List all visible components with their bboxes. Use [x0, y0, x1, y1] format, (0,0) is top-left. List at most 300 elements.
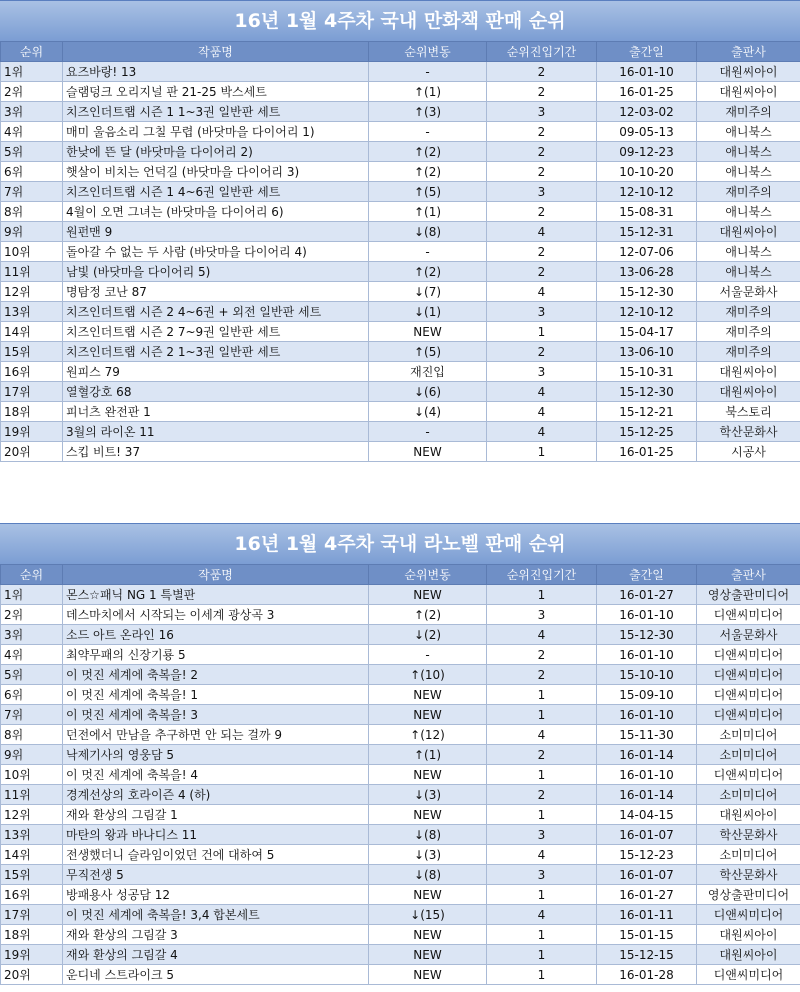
manga-table-body: [1, 62, 800, 462]
title-cell: 치즈인더트랩 시즌 1 4~6권 일반판 세트: [63, 182, 369, 202]
release-date-cell: 09-05-13: [597, 122, 697, 142]
publisher-cell: 북스토리: [697, 402, 800, 422]
weeks-cell: 3: [487, 182, 597, 202]
release-date-cell: 16-01-27: [597, 585, 697, 605]
title-cell: 요즈바랑! 13: [63, 62, 369, 82]
release-date-cell: 13-06-28: [597, 262, 697, 282]
rank-cell: 10위: [1, 242, 63, 262]
rank-cell: 16위: [1, 362, 63, 382]
lightnovel-table-body: [1, 585, 800, 985]
release-date-cell: 16-01-14: [597, 785, 697, 805]
title-cell: 4월이 오면 그녀는 (바닷마을 다이어리 6): [63, 202, 369, 222]
rank-change-cell: -: [369, 645, 487, 665]
rank-cell: 5위: [1, 665, 63, 685]
publisher-cell: 영상출판미디어: [697, 585, 800, 605]
weeks-cell: 2: [487, 142, 597, 162]
weeks-cell: 3: [487, 302, 597, 322]
release-date-cell: 16-01-10: [597, 605, 697, 625]
rank-change-cell: NEW: [369, 585, 487, 605]
rank-change-cell: ↓(6): [369, 382, 487, 402]
publisher-cell: 재미주의: [697, 182, 800, 202]
release-date-cell: 10-10-20: [597, 162, 697, 182]
release-date-cell: 16-01-10: [597, 705, 697, 725]
weeks-cell: 4: [487, 282, 597, 302]
table-row: [1, 302, 800, 322]
lightnovel-table-header: [1, 565, 800, 585]
table-row: [1, 382, 800, 402]
rank-cell: 4위: [1, 645, 63, 665]
title-cell: 슬램덩크 오리지널 판 21-25 박스세트: [63, 82, 369, 102]
rank-cell: 12위: [1, 805, 63, 825]
table-row: [1, 282, 800, 302]
table-row: [1, 885, 800, 905]
publisher-cell: 디앤씨미디어: [697, 665, 800, 685]
title-cell: 3월의 라이온 11: [63, 422, 369, 442]
title-cell: 이 멋진 세계에 축복을! 1: [63, 685, 369, 705]
title-cell: 전생했더니 슬라임이었던 건에 대하여 5: [63, 845, 369, 865]
weeks-cell: 2: [487, 342, 597, 362]
rank-cell: 13위: [1, 302, 63, 322]
manga-ranking-section: [0, 0, 800, 462]
rank-cell: 17위: [1, 905, 63, 925]
release-date-cell: 15-08-31: [597, 202, 697, 222]
weeks-cell: 1: [487, 442, 597, 462]
rank-cell: 9위: [1, 222, 63, 242]
rank-cell: 11위: [1, 262, 63, 282]
rank-cell: 4위: [1, 122, 63, 142]
weeks-cell: 2: [487, 242, 597, 262]
table-row: [1, 865, 800, 885]
title-cell: 운디네 스트라이크 5: [63, 965, 369, 985]
publisher-cell: 디앤씨미디어: [697, 705, 800, 725]
publisher-cell: 학산문화사: [697, 825, 800, 845]
release-date-cell: 16-01-25: [597, 442, 697, 462]
header-rank-change: 순위변동: [369, 42, 487, 62]
weeks-cell: 2: [487, 645, 597, 665]
publisher-cell: 애니북스: [697, 122, 800, 142]
rank-cell: 16위: [1, 885, 63, 905]
table-row: [1, 625, 800, 645]
table-row: [1, 785, 800, 805]
weeks-cell: 4: [487, 725, 597, 745]
release-date-cell: 12-03-02: [597, 102, 697, 122]
rank-change-cell: ↑(3): [369, 102, 487, 122]
title-cell: 이 멋진 세계에 축복을! 2: [63, 665, 369, 685]
title-cell: 최약무패의 신장기룡 5: [63, 645, 369, 665]
publisher-cell: 재미주의: [697, 342, 800, 362]
weeks-cell: 2: [487, 162, 597, 182]
lightnovel-ranking-table: [0, 564, 800, 985]
table-row: [1, 262, 800, 282]
publisher-cell: 대원씨아이: [697, 82, 800, 102]
rank-cell: 3위: [1, 625, 63, 645]
title-cell: 소드 아트 온라인 16: [63, 625, 369, 645]
rank-change-cell: ↓(3): [369, 845, 487, 865]
publisher-cell: 디앤씨미디어: [697, 645, 800, 665]
weeks-cell: 4: [487, 422, 597, 442]
title-cell: 재와 환상의 그림갈 3: [63, 925, 369, 945]
rank-change-cell: ↓(7): [369, 282, 487, 302]
title-cell: 스킵 비트! 37: [63, 442, 369, 462]
weeks-cell: 1: [487, 585, 597, 605]
table-row: [1, 62, 800, 82]
table-row: [1, 705, 800, 725]
release-date-cell: 12-10-12: [597, 302, 697, 322]
weeks-cell: 1: [487, 685, 597, 705]
rank-cell: 19위: [1, 945, 63, 965]
publisher-cell: 서울문화사: [697, 282, 800, 302]
rank-change-cell: ↑(1): [369, 745, 487, 765]
rank-change-cell: NEW: [369, 965, 487, 985]
title-cell: 이 멋진 세계에 축복을! 4: [63, 765, 369, 785]
rank-change-cell: ↓(8): [369, 865, 487, 885]
release-date-cell: 16-01-28: [597, 965, 697, 985]
weeks-cell: 4: [487, 905, 597, 925]
publisher-cell: 대원씨아이: [697, 62, 800, 82]
publisher-cell: 디앤씨미디어: [697, 685, 800, 705]
table-row: [1, 645, 800, 665]
table-row: [1, 585, 800, 605]
publisher-cell: 소미미디어: [697, 725, 800, 745]
title-cell: 이 멋진 세계에 축복을! 3: [63, 705, 369, 725]
header-weeks-on-chart: 순위진입기간: [487, 42, 597, 62]
rank-change-cell: ↑(2): [369, 262, 487, 282]
table-row: [1, 402, 800, 422]
weeks-cell: 1: [487, 925, 597, 945]
title-cell: 피너츠 완전판 1: [63, 402, 369, 422]
header-weeks-on-chart: 순위진입기간: [487, 565, 597, 585]
weeks-cell: 1: [487, 945, 597, 965]
manga-ranking-table: [0, 41, 800, 462]
rank-change-cell: ↑(1): [369, 82, 487, 102]
header-title: 작품명: [63, 565, 369, 585]
publisher-cell: 애니북스: [697, 202, 800, 222]
rank-cell: 1위: [1, 585, 63, 605]
table-row: [1, 322, 800, 342]
rank-change-cell: ↓(8): [369, 222, 487, 242]
rank-change-cell: -: [369, 242, 487, 262]
release-date-cell: 15-01-15: [597, 925, 697, 945]
rank-change-cell: ↑(2): [369, 605, 487, 625]
header-publisher: 출판사: [697, 565, 800, 585]
title-cell: 재와 환상의 그림갈 4: [63, 945, 369, 965]
weeks-cell: 3: [487, 605, 597, 625]
weeks-cell: 1: [487, 765, 597, 785]
table-row: [1, 142, 800, 162]
release-date-cell: 14-04-15: [597, 805, 697, 825]
rank-change-cell: ↓(3): [369, 785, 487, 805]
publisher-cell: 대원씨아이: [697, 945, 800, 965]
table-row: [1, 665, 800, 685]
table-row: [1, 242, 800, 262]
rank-cell: 20위: [1, 442, 63, 462]
lightnovel-ranking-section: [0, 523, 800, 985]
weeks-cell: 2: [487, 62, 597, 82]
title-cell: 원피스 79: [63, 362, 369, 382]
rank-cell: 9위: [1, 745, 63, 765]
release-date-cell: 15-10-10: [597, 665, 697, 685]
title-cell: 방패용사 성공담 12: [63, 885, 369, 905]
rank-change-cell: ↓(4): [369, 402, 487, 422]
rank-cell: 3위: [1, 102, 63, 122]
title-cell: 몬스☆패닉 NG 1 특별판: [63, 585, 369, 605]
rank-change-cell: NEW: [369, 805, 487, 825]
title-cell: 명탐정 코난 87: [63, 282, 369, 302]
rank-cell: 14위: [1, 845, 63, 865]
title-cell: 열혈강호 68: [63, 382, 369, 402]
release-date-cell: 15-12-30: [597, 625, 697, 645]
rank-cell: 8위: [1, 202, 63, 222]
rank-change-cell: NEW: [369, 945, 487, 965]
header-rank: 순위: [1, 42, 63, 62]
rank-cell: 7위: [1, 182, 63, 202]
publisher-cell: 재미주의: [697, 102, 800, 122]
release-date-cell: 15-12-23: [597, 845, 697, 865]
weeks-cell: 4: [487, 382, 597, 402]
table-row: [1, 605, 800, 625]
release-date-cell: 15-12-31: [597, 222, 697, 242]
weeks-cell: 1: [487, 322, 597, 342]
weeks-cell: 4: [487, 402, 597, 422]
table-row: [1, 685, 800, 705]
release-date-cell: 16-01-07: [597, 825, 697, 845]
rank-change-cell: ↑(5): [369, 182, 487, 202]
header-release-date: 출간일: [597, 565, 697, 585]
rank-cell: 18위: [1, 402, 63, 422]
release-date-cell: 15-04-17: [597, 322, 697, 342]
rank-cell: 18위: [1, 925, 63, 945]
manga-table-header: [1, 42, 800, 62]
lightnovel-ranking-title: 16년 1월 4주차 국내 라노벨 판매 순위: [0, 523, 800, 564]
release-date-cell: 16-01-10: [597, 62, 697, 82]
rank-change-cell: NEW: [369, 442, 487, 462]
release-date-cell: 09-12-23: [597, 142, 697, 162]
weeks-cell: 1: [487, 705, 597, 725]
publisher-cell: 디앤씨미디어: [697, 965, 800, 985]
header-rank: 순위: [1, 565, 63, 585]
publisher-cell: 영상출판미디어: [697, 885, 800, 905]
table-row: [1, 162, 800, 182]
table-row: [1, 362, 800, 382]
title-cell: 마탄의 왕과 바나디스 11: [63, 825, 369, 845]
rank-change-cell: -: [369, 62, 487, 82]
table-row: [1, 965, 800, 985]
weeks-cell: 2: [487, 202, 597, 222]
title-cell: 한낮에 뜬 달 (바닷마을 다이어리 2): [63, 142, 369, 162]
title-cell: 돌아갈 수 없는 두 사람 (바닷마을 다이어리 4): [63, 242, 369, 262]
publisher-cell: 학산문화사: [697, 865, 800, 885]
manga-ranking-title: 16년 1월 4주차 국내 만화책 판매 순위: [0, 0, 800, 41]
header-rank-change: 순위변동: [369, 565, 487, 585]
rank-cell: 10위: [1, 765, 63, 785]
title-cell: 매미 울음소리 그칠 무렵 (바닷마을 다이어리 1): [63, 122, 369, 142]
publisher-cell: 소미미디어: [697, 745, 800, 765]
weeks-cell: 2: [487, 82, 597, 102]
rank-change-cell: ↑(2): [369, 142, 487, 162]
release-date-cell: 15-12-25: [597, 422, 697, 442]
rank-cell: 2위: [1, 82, 63, 102]
weeks-cell: 3: [487, 865, 597, 885]
rank-cell: 11위: [1, 785, 63, 805]
title-cell: 데스마치에서 시작되는 이세계 광상곡 3: [63, 605, 369, 625]
table-row: [1, 102, 800, 122]
rank-cell: 7위: [1, 705, 63, 725]
rank-change-cell: NEW: [369, 885, 487, 905]
release-date-cell: 15-09-10: [597, 685, 697, 705]
rank-change-cell: ↑(12): [369, 725, 487, 745]
rank-change-cell: ↓(15): [369, 905, 487, 925]
rank-change-cell: NEW: [369, 765, 487, 785]
release-date-cell: 15-12-30: [597, 282, 697, 302]
title-cell: 치즈인더트랩 시즌 2 4~6권 + 외전 일반판 세트: [63, 302, 369, 322]
table-row: [1, 202, 800, 222]
title-cell: 이 멋진 세계에 축복을! 3,4 합본세트: [63, 905, 369, 925]
publisher-cell: 소미미디어: [697, 785, 800, 805]
rank-change-cell: ↑(2): [369, 162, 487, 182]
publisher-cell: 대원씨아이: [697, 805, 800, 825]
title-cell: 던전에서 만남을 추구하면 안 되는 걸까 9: [63, 725, 369, 745]
title-cell: 남빛 (바닷마을 다이어리 5): [63, 262, 369, 282]
rank-change-cell: NEW: [369, 925, 487, 945]
table-row: [1, 222, 800, 242]
publisher-cell: 대원씨아이: [697, 362, 800, 382]
title-cell: 치즈인더트랩 시즌 2 1~3권 일반판 세트: [63, 342, 369, 362]
rank-cell: 14위: [1, 322, 63, 342]
rank-change-cell: NEW: [369, 685, 487, 705]
table-row: [1, 725, 800, 745]
rank-cell: 1위: [1, 62, 63, 82]
release-date-cell: 16-01-10: [597, 765, 697, 785]
weeks-cell: 1: [487, 805, 597, 825]
table-row: [1, 442, 800, 462]
title-cell: 치즈인더트랩 시즌 2 7~9권 일반판 세트: [63, 322, 369, 342]
table-row: [1, 342, 800, 362]
rank-cell: 8위: [1, 725, 63, 745]
header-title: 작품명: [63, 42, 369, 62]
rank-change-cell: -: [369, 122, 487, 142]
rank-cell: 20위: [1, 965, 63, 985]
release-date-cell: 16-01-25: [597, 82, 697, 102]
rank-change-cell: 재진입: [369, 362, 487, 382]
publisher-cell: 재미주의: [697, 302, 800, 322]
weeks-cell: 2: [487, 262, 597, 282]
release-date-cell: 16-01-27: [597, 885, 697, 905]
weeks-cell: 3: [487, 102, 597, 122]
publisher-cell: 소미미디어: [697, 845, 800, 865]
publisher-cell: 시공사: [697, 442, 800, 462]
title-cell: 낙제기사의 영웅담 5: [63, 745, 369, 765]
release-date-cell: 12-10-12: [597, 182, 697, 202]
release-date-cell: 16-01-14: [597, 745, 697, 765]
publisher-cell: 대원씨아이: [697, 925, 800, 945]
rank-change-cell: -: [369, 422, 487, 442]
table-row: [1, 122, 800, 142]
header-release-date: 출간일: [597, 42, 697, 62]
rank-cell: 15위: [1, 342, 63, 362]
rank-cell: 6위: [1, 162, 63, 182]
title-cell: 재와 환상의 그림갈 1: [63, 805, 369, 825]
publisher-cell: 애니북스: [697, 262, 800, 282]
title-cell: 햇살이 비치는 언덕길 (바닷마을 다이어리 3): [63, 162, 369, 182]
publisher-cell: 대원씨아이: [697, 222, 800, 242]
rank-cell: 6위: [1, 685, 63, 705]
weeks-cell: 4: [487, 845, 597, 865]
rank-change-cell: ↓(2): [369, 625, 487, 645]
rank-change-cell: ↓(1): [369, 302, 487, 322]
weeks-cell: 3: [487, 362, 597, 382]
rank-change-cell: ↑(5): [369, 342, 487, 362]
weeks-cell: 1: [487, 965, 597, 985]
title-cell: 원펀맨 9: [63, 222, 369, 242]
release-date-cell: 15-12-15: [597, 945, 697, 965]
weeks-cell: 4: [487, 625, 597, 645]
release-date-cell: 16-01-11: [597, 905, 697, 925]
weeks-cell: 2: [487, 122, 597, 142]
release-date-cell: 15-12-30: [597, 382, 697, 402]
publisher-cell: 대원씨아이: [697, 382, 800, 402]
rank-change-cell: ↑(10): [369, 665, 487, 685]
publisher-cell: 디앤씨미디어: [697, 605, 800, 625]
table-row: [1, 422, 800, 442]
rank-change-cell: NEW: [369, 322, 487, 342]
release-date-cell: 13-06-10: [597, 342, 697, 362]
table-row: [1, 745, 800, 765]
weeks-cell: 3: [487, 825, 597, 845]
release-date-cell: 15-11-30: [597, 725, 697, 745]
rank-cell: 5위: [1, 142, 63, 162]
table-row: [1, 925, 800, 945]
weeks-cell: 4: [487, 222, 597, 242]
release-date-cell: 15-12-21: [597, 402, 697, 422]
release-date-cell: 16-01-07: [597, 865, 697, 885]
table-row: [1, 845, 800, 865]
release-date-cell: 12-07-06: [597, 242, 697, 262]
weeks-cell: 2: [487, 785, 597, 805]
rank-cell: 15위: [1, 865, 63, 885]
weeks-cell: 2: [487, 665, 597, 685]
rank-cell: 17위: [1, 382, 63, 402]
rank-cell: 13위: [1, 825, 63, 845]
rank-cell: 2위: [1, 605, 63, 625]
header-publisher: 출판사: [697, 42, 800, 62]
rank-cell: 19위: [1, 422, 63, 442]
weeks-cell: 2: [487, 745, 597, 765]
title-cell: 무직전생 5: [63, 865, 369, 885]
publisher-cell: 애니북스: [697, 142, 800, 162]
rank-change-cell: NEW: [369, 705, 487, 725]
table-row: [1, 765, 800, 785]
release-date-cell: 16-01-10: [597, 645, 697, 665]
table-row: [1, 82, 800, 102]
table-row: [1, 825, 800, 845]
publisher-cell: 디앤씨미디어: [697, 905, 800, 925]
publisher-cell: 애니북스: [697, 162, 800, 182]
publisher-cell: 재미주의: [697, 322, 800, 342]
weeks-cell: 1: [487, 885, 597, 905]
publisher-cell: 학산문화사: [697, 422, 800, 442]
table-row: [1, 905, 800, 925]
table-row: [1, 945, 800, 965]
rank-change-cell: ↑(1): [369, 202, 487, 222]
publisher-cell: 디앤씨미디어: [697, 765, 800, 785]
table-row: [1, 805, 800, 825]
rank-change-cell: ↓(8): [369, 825, 487, 845]
publisher-cell: 서울문화사: [697, 625, 800, 645]
release-date-cell: 15-10-31: [597, 362, 697, 382]
title-cell: 경계선상의 호라이즌 4 (하): [63, 785, 369, 805]
table-row: [1, 182, 800, 202]
title-cell: 치즈인더트랩 시즌 1 1~3권 일반판 세트: [63, 102, 369, 122]
